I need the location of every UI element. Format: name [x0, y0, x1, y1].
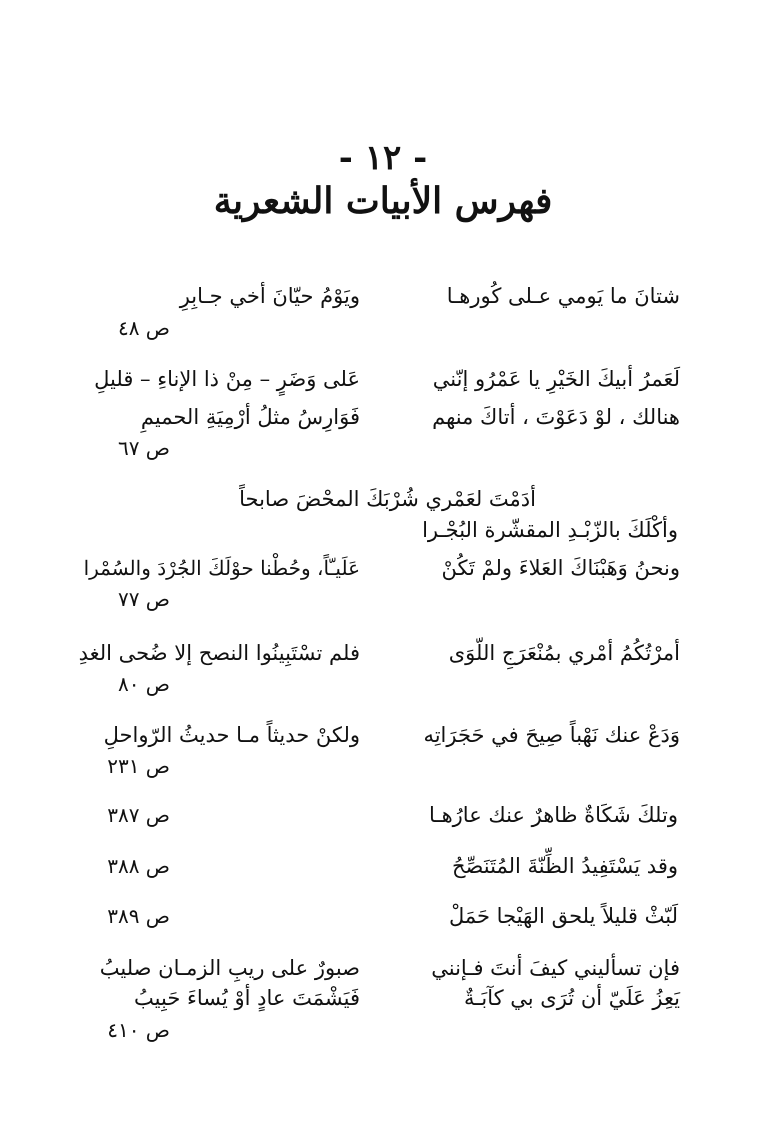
verse-hemistich-right: شتانَ ما يَومي عـلى كُورهـا: [446, 284, 680, 308]
verse-hemistich-left: صبورٌ على ريبِ الزمـان صليبُ: [99, 956, 360, 980]
verse-hemistich-left: فَيَشْمَتَ عادٍ أوْ يُساءَ حَبِيبُ: [134, 986, 360, 1010]
verse-hemistich-left: فلم تسْتَبِينُوا النصح إلا ضُحى الغدِ: [78, 641, 360, 665]
page-title: فهرس الأبيات الشعرية: [213, 180, 553, 222]
verse-hemistich-left: عَلَيـّاً، وحُطْنا حوْلَكَ الجُرْدَ والسُمْرا: [83, 556, 360, 580]
verse-hemistich-left: ولكنْ حديثاً مـا حديثُ الرّواحلِ: [103, 723, 360, 747]
verse-hemistich-right: لَبّثْ قليلاً يلحق الهَيْجا حَمَلْ: [448, 904, 678, 928]
verse-hemistich-left: فَوَارِسُ مثلُ أرْمِيَةِ الحميمِ: [140, 405, 360, 429]
verse-hemistich-right: أمرْتُكُمُ أمْري بمُنْعَرَجِ اللّوَى: [448, 641, 680, 665]
verse-hemistich-left: عَلى وَضَرٍ – مِنْ ذا الإناءِ – قليلِ: [94, 367, 360, 391]
verse-hemistich-right: وَدَعْ عنك نَهْباً صِيحَ في حَجَرَاتِه: [423, 723, 680, 747]
verse-hemistich-right: وتلكَ شَكَاةٌ ظاهرٌ عنك عارُهـا: [429, 803, 678, 827]
page-reference: ص ٧٧: [117, 587, 170, 611]
verse-hemistich-right: وقد يَسْتَفِيدُ الظِّنّةَ المُتَنَصِّحُ: [452, 854, 678, 878]
page-reference: ص ٤٨: [117, 316, 170, 340]
page-reference: ص ٦٧: [117, 436, 170, 460]
verse-hemistich-right: هنالك ، لوْ دَعَوْتَ ، أتاكَ منهم: [432, 405, 680, 429]
page-reference: ص ٣٨٧: [107, 803, 170, 827]
verse-hemistich-right: أدَمْتَ لعَمْري شُرْبَكَ المحْضَ صابحاً: [239, 487, 536, 511]
page-reference: ص ٤١٠: [107, 1018, 170, 1042]
verse-hemistich-right: لَعَمرُ أبيكَ الخَيْرِ يا عَمْرُو إنّني: [432, 367, 680, 391]
page-reference: ص ٨٠: [117, 672, 170, 696]
page-reference: ص ٢٣١: [107, 754, 170, 778]
verse-hemistich-right: فإن تسأليني كيفَ أنتَ فـإنني: [431, 956, 680, 980]
verse-hemistich-right: يَعِزُ عَلَيّ أن تُرَى بي كآبَـةٌ: [463, 986, 680, 1010]
page-reference: ص ٣٨٨: [107, 854, 170, 878]
page-reference: ص ٣٨٩: [107, 904, 170, 928]
verse-hemistich-left: ويَوْمُ حيّانَ أخي جـابِرِ: [179, 284, 360, 308]
verse-hemistich-right: ونحنُ وَهَبْنَاكَ العَلاءَ ولمْ تَكُنْ: [441, 556, 680, 580]
verse-hemistich-right: وأكْلَكَ بالزّبْـدِ المقشّرة البُجْـرا: [422, 518, 678, 542]
page-number: - ١٢ -: [338, 138, 428, 178]
